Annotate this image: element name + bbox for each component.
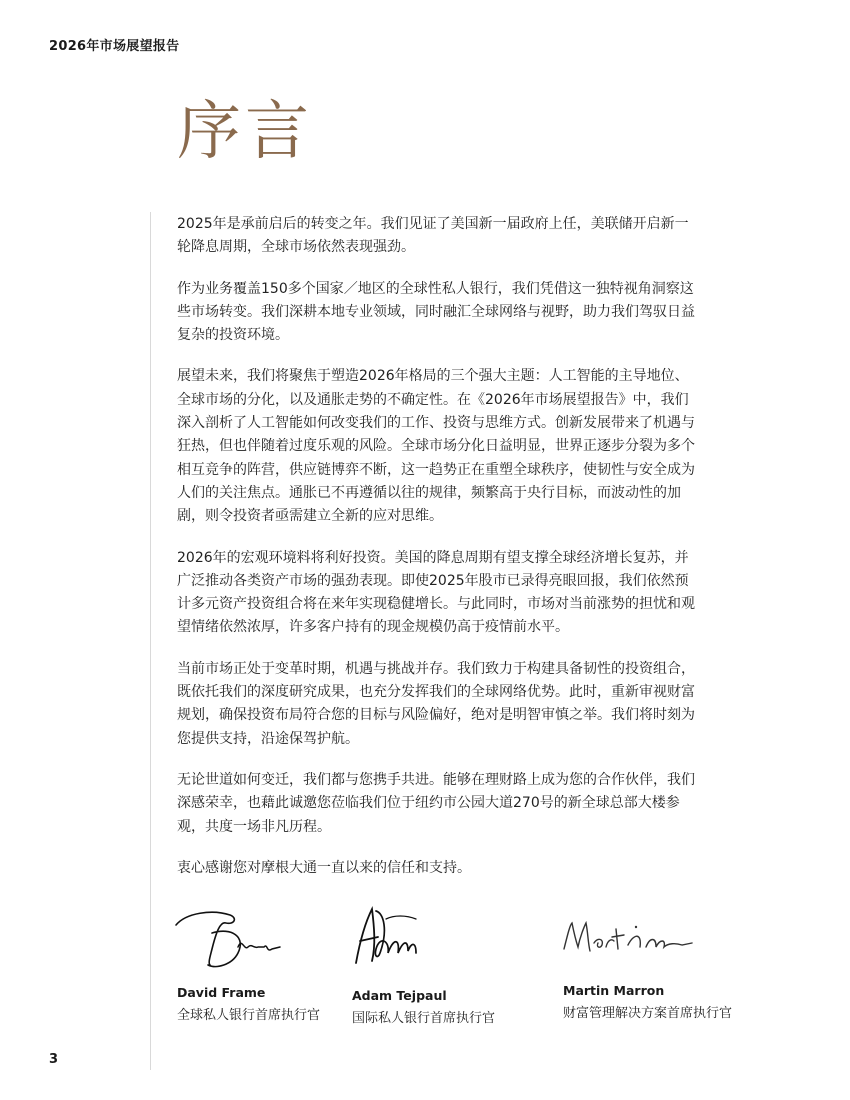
signature-adam-tejpaul-icon	[350, 901, 425, 971]
paragraph: 作为业务覆盖150多个国家／地区的全球性私人银行，我们凭借这一独特视角洞察这些市场转变。我们深耕本地专业领域，同时融汇全球网络与视野，助力我们驾驭日益复杂的投资环境。	[177, 280, 695, 344]
signatory-adam-tejpaul	[352, 988, 495, 1026]
paragraph: 衷心感谢您对摩根大通一直以来的信任和支持。	[177, 859, 471, 876]
signatory-name: David Frame	[177, 985, 266, 1000]
signatory-name: Martin Marron	[563, 983, 665, 998]
foreword-body	[177, 213, 697, 898]
signatory-name: Adam Tejpaul	[352, 988, 447, 1003]
paragraph: 当前市场正处于变革时期，机遇与挑战并存。我们致力于构建具备韧性的投资组合，既依托我们的深度研究成果，也充分发挥我们的全球网络优势。此时，重新审视财富规划，确保投资布局符合您的目标与风险偏好，绝对是明智审慎之举。我们将时刻为您提供支持，沿途保驾护航。	[177, 660, 695, 747]
report-title: 2026年市场展望报告	[49, 39, 180, 54]
signatory-role: 国际私人银行首席执行官	[352, 1011, 496, 1026]
signature-david-frame-icon	[172, 903, 287, 973]
signatory-role: 财富管理解决方案首席执行官	[563, 1006, 733, 1021]
page-title: 序言	[177, 95, 313, 169]
page-number: 3	[49, 1052, 59, 1067]
paragraph: 无论世道如何变迁，我们都与您携手共进。能够在理财路上成为您的合作伙伴，我们深感荣幸，也藉此诚邀您莅临我们位于纽约市公园大道270号的新全球总部大楼参观，共度一场非凡历程。	[177, 771, 695, 835]
paragraph: 2026年的宏观环境料将利好投资。美国的降息周期有望支撑全球经济增长复苏，并广泛推动各类资产市场的强劲表现。即使2025年股市已录得亮眼回报，我们依然预计多元资产投资组合将在来年实现稳健增长。与此同时，市场对当前涨势的担忧和观望情绪依然浓厚，许多客户持有的现金规模仍高于疫情前水平。	[177, 549, 695, 636]
signatory-david-frame	[177, 985, 320, 1023]
paragraph: 2025年是承前启后的转变之年。我们见证了美国新一届政府上任，美联储开启新一轮降息周期，全球市场依然表现强劲。	[177, 216, 689, 256]
paragraph: 展望未来，我们将聚焦于塑造2026年格局的三个强大主题：人工智能的主导地位、全球市场的分化，以及通胀走势的不确定性。在《2026年市场展望报告》中，我们深入剖析了人工智能如何改变我们的工作、投资与思维方式。创新发展带来了机遇与狂热，但也伴随着过度乐观的风险。全球市场分化日益明显，世界正逐步分裂为多个相互竞争的阵营，供应链博弈不断，这一趋势正在重塑全球秩序，使韧性与安全成为人们的关注焦点。通胀已不再遵循以往的规律，频繁高于央行目标，而波动性的加剧，则令投资者亟需建立全新的应对思维。	[177, 368, 695, 525]
signatory-martin-marron	[563, 983, 732, 1021]
signature-martin-marron-icon	[560, 913, 700, 963]
signatory-role: 全球私人银行首席执行官	[177, 1008, 321, 1023]
signatures-section	[0, 895, 850, 1045]
